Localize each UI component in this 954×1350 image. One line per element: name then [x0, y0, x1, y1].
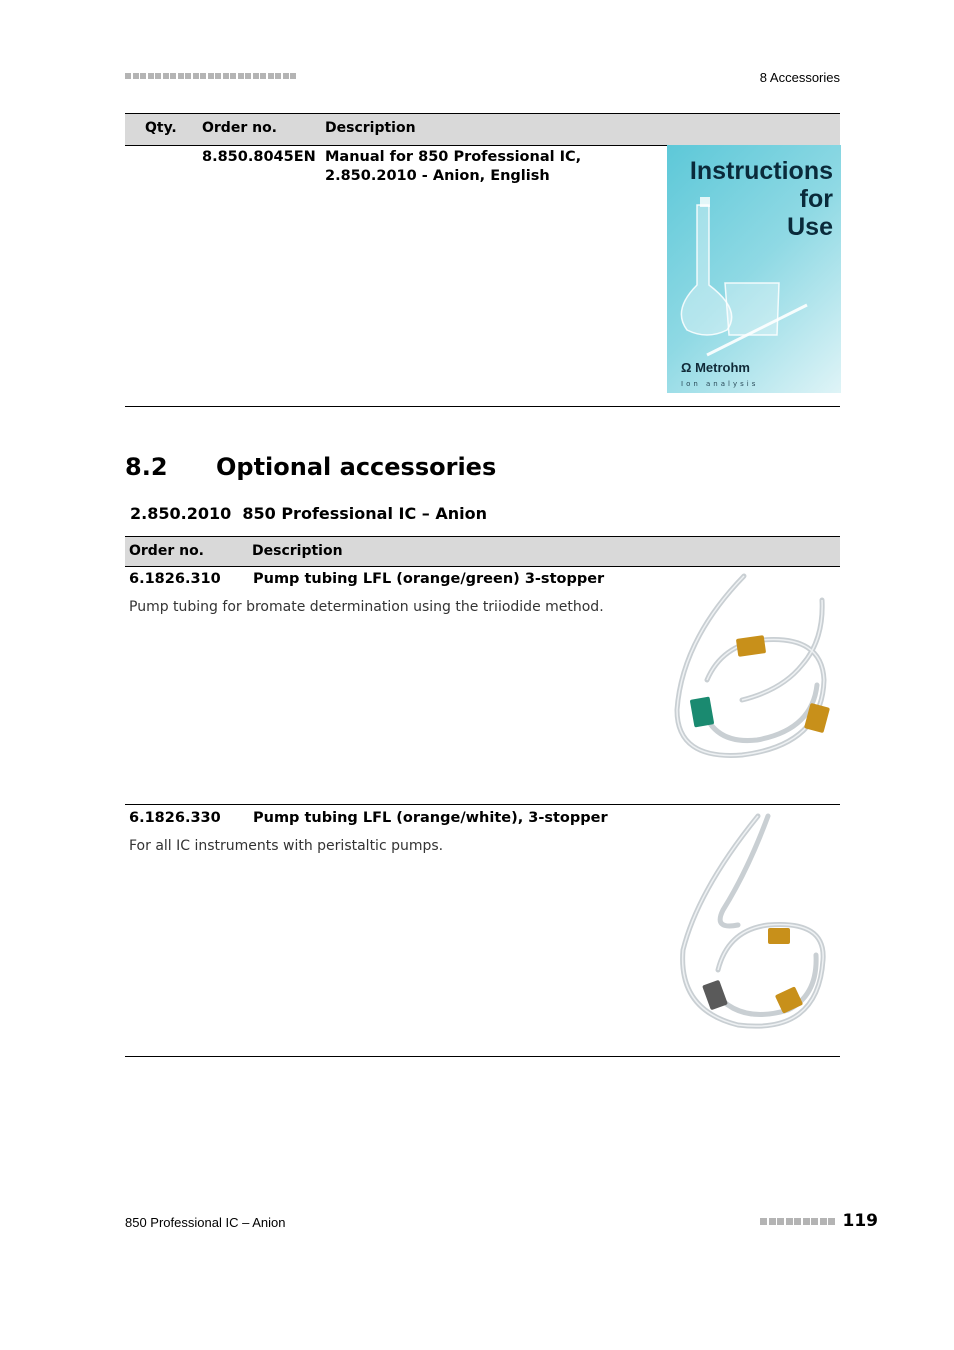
footer-page — [760, 1211, 878, 1231]
section-number: 8.2 — [125, 453, 168, 481]
omega-icon: Ω — [681, 360, 692, 375]
row1-title: Pump tubing LFL (orange/green) 3-stopper — [253, 571, 605, 587]
table1-order-no: 8.850.8045EN — [202, 149, 316, 165]
cover-title-line-2: for — [799, 185, 833, 213]
subsection-heading: 2.850.2010 850 Professional IC – Anion — [130, 504, 487, 523]
table1-header — [125, 113, 840, 146]
col-order-no: Order no. — [202, 120, 278, 136]
row2-description: For all IC instruments with peristaltic pumps. — [129, 838, 444, 854]
col-description: Description — [252, 543, 343, 559]
table1-bottom-rule — [125, 406, 840, 407]
stopper-orange — [768, 928, 790, 944]
pump-tubing-orange-green-image — [662, 570, 842, 790]
footer-product: 850 Professional IC – Anion — [125, 1215, 286, 1230]
table2-header — [125, 536, 840, 567]
chapter-title: 8 Accessories — [759, 70, 840, 85]
row2-order-no: 6.1826.330 — [129, 810, 221, 826]
table2-bottom-rule — [125, 1056, 840, 1057]
stopper-orange — [736, 635, 766, 657]
brand-name: Metrohm — [695, 360, 750, 375]
cover-title-line-1: Instructions — [689, 157, 833, 185]
pump-tubing-orange-white-image — [668, 810, 838, 1040]
col-description: Description — [325, 120, 416, 136]
section-heading — [125, 453, 496, 481]
brand-subtitle: Ion analysis — [681, 380, 759, 388]
section-title: Optional accessories — [216, 453, 497, 481]
stopper-green — [690, 696, 715, 727]
row1-bottom-rule — [125, 804, 840, 805]
row1-description: Pump tubing for bromate determination using the triiodide method. — [129, 599, 604, 615]
cover-title-line-3: Use — [787, 213, 833, 241]
col-order-no: Order no. — [129, 543, 205, 559]
table1-description: Manual for 850 Professional IC, 2.850.2010 - Anion, English — [325, 149, 582, 184]
row2-title: Pump tubing LFL (orange/white), 3-stopper — [253, 810, 608, 826]
row1-order-no: 6.1826.310 — [129, 571, 221, 587]
page-number: 119 — [842, 1211, 878, 1231]
manual-cover-image — [667, 145, 841, 393]
col-qty: Qty. — [145, 120, 177, 136]
header-decoration — [125, 72, 298, 81]
metrohm-logo — [681, 360, 750, 375]
stopper-white — [702, 980, 728, 1011]
stopper-orange — [775, 986, 803, 1013]
